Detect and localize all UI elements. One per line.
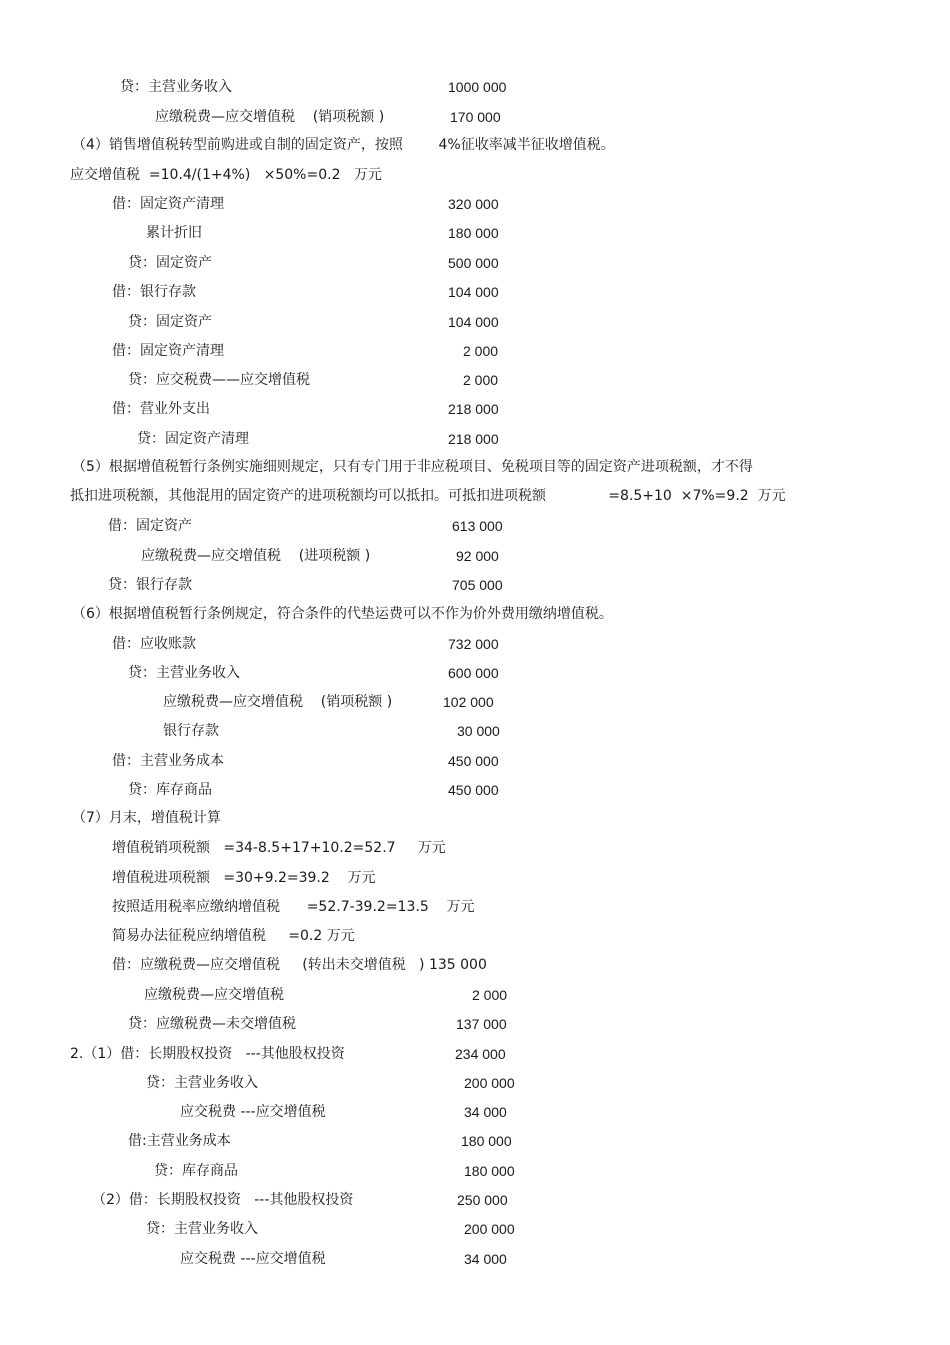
entry-text: 借：应缴税费—应交增值税 (转出未交增值税 ) 135 000 [112, 957, 487, 973]
entry-amount: 30 000 [457, 723, 500, 739]
entry-text: 按照适用税率应缴纳增值税 =52.7-39.2=13.5 万元 [112, 899, 475, 915]
entry-text: 借：固定资产 [108, 518, 192, 534]
entry-text: 增值税销项税额 =34-8.5+17+10.2=52.7 万元 [112, 840, 446, 856]
entry-text: 应交税费 ---应交增值税 [180, 1251, 326, 1267]
entry-amount: 170 000 [450, 109, 501, 125]
entry-text: 贷：主营业务收入 [146, 1075, 258, 1091]
entry-amount: 92 000 [456, 548, 499, 564]
entry-text: 2.（1）借：长期股权投资 ---其他股权投资 [70, 1046, 345, 1062]
entry-text: （4）销售增值税转型前购进或自制的固定资产，按照 4%征收率减半征收增值税。 [72, 137, 615, 153]
entry-amount: 104 000 [448, 314, 499, 330]
entry-amount: 613 000 [452, 518, 503, 534]
entry-amount: 200 000 [464, 1075, 515, 1091]
entry-amount: 102 000 [443, 694, 494, 710]
entry-text: （2）借：长期股权投资 ---其他股权投资 [92, 1192, 354, 1208]
entry-amount: 218 000 [448, 401, 499, 417]
entry-text: 贷：主营业务收入 [146, 1221, 258, 1237]
entry-amount: 180 000 [461, 1133, 512, 1149]
entry-amount: 450 000 [448, 753, 499, 769]
entry-text: 借：营业外支出 [112, 401, 210, 417]
entry-text: 借：应收账款 [112, 636, 196, 652]
entry-amount: 600 000 [448, 665, 499, 681]
entry-amount: 705 000 [452, 577, 503, 593]
entry-amount: 320 000 [448, 196, 499, 212]
entry-text: 借：固定资产清理 [112, 343, 224, 359]
entry-text: 借：固定资产清理 [112, 196, 224, 212]
entry-text: 贷：库存商品 [154, 1163, 238, 1179]
entry-amount: 104 000 [448, 284, 499, 300]
entry-amount: 218 000 [448, 431, 499, 447]
entry-text: 贷：银行存款 [108, 577, 192, 593]
entry-text: 贷：固定资产清理 [137, 431, 249, 447]
entry-amount: 34 000 [464, 1104, 507, 1120]
entry-amount: 450 000 [448, 782, 499, 798]
entry-text: 简易办法征税应纳增值税 =0.2 万元 [112, 928, 355, 944]
entry-text: 累计折旧 [146, 225, 202, 241]
entry-text: 增值税进项税额 =30+9.2=39.2 万元 [112, 870, 376, 886]
entry-text: 贷：固定资产 [128, 255, 212, 271]
entry-amount: 2 000 [463, 343, 499, 359]
entry-text: 银行存款 [163, 723, 219, 739]
entry-text: 应缴税费—应交增值税 (销项税额 ) [163, 694, 393, 710]
entry-amount: 500 000 [448, 255, 499, 271]
entry-amount: 732 000 [448, 636, 499, 652]
entry-amount: 1000 000 [448, 79, 507, 95]
entry-text: （7）月末，增值税计算 [72, 810, 221, 826]
entry-text: 应缴税费—应交增值税 (进项税额 ) [141, 548, 371, 564]
entry-text: 借：主营业务成本 [112, 753, 224, 769]
entry-text: 应缴税费—应交增值税 (销项税额 ) [155, 109, 385, 125]
entry-text: 应交增值税 =10.4/(1+4%) ×50%=0.2 万元 [70, 167, 382, 183]
entry-text: 贷：主营业务收入 [128, 665, 240, 681]
entry-amount: 180 000 [464, 1163, 515, 1179]
entry-text: 借：银行存款 [112, 284, 196, 300]
entry-text: 抵扣进项税额，其他混用的固定资产的进项税额均可以抵扣。可抵扣进项税额 =8.5+10 ×7%=9.2 万元 [70, 488, 786, 504]
entry-text: （6）根据增值税暂行条例规定，符合条件的代垫运费可以不作为价外费用缴纳增值税。 [72, 606, 613, 622]
entry-text: 贷：库存商品 [128, 782, 212, 798]
entry-text: 应交税费 ---应交增值税 [180, 1104, 326, 1120]
entry-amount: 234 000 [455, 1046, 506, 1062]
entry-amount: 2 000 [472, 987, 508, 1003]
entry-text: 贷：固定资产 [128, 314, 212, 330]
entry-text: 贷：应交税费——应交增值税 [128, 372, 310, 388]
entry-amount: 180 000 [448, 225, 499, 241]
entry-amount: 137 000 [456, 1016, 507, 1032]
entry-amount: 34 000 [464, 1251, 507, 1267]
entry-text: 贷：主营业务收入 [120, 79, 232, 95]
entry-text: 贷：应缴税费—未交增值税 [128, 1016, 296, 1032]
entry-text: （5）根据增值税暂行条例实施细则规定，只有专门用于非应税项目、免税项目等的固定资产进项税额，才不得 [72, 459, 753, 475]
entry-amount: 2 000 [463, 372, 499, 388]
entry-text: 借:主营业务成本 [128, 1133, 231, 1149]
entry-text: 应缴税费—应交增值税 [144, 987, 284, 1003]
entry-amount: 200 000 [464, 1221, 515, 1237]
entry-amount: 250 000 [457, 1192, 508, 1208]
